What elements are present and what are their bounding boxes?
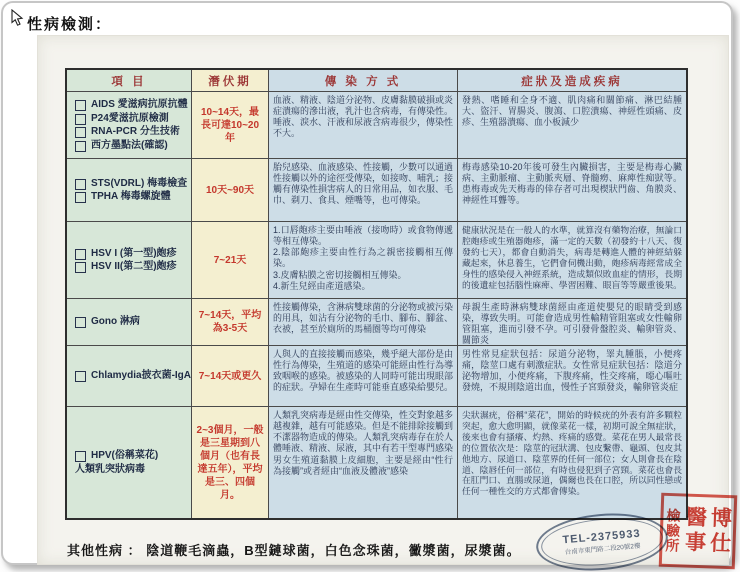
incubation-cell: 2~3個月，一般是三星期到八個月（也有長達五年），平均是三、四個月。 xyxy=(192,407,269,518)
symptoms-cell: 梅毒感染10-20年後可發生內臟損害，主要是梅毒心臟病、主動脈瘤、主動脈夾層、脊髓癆、麻痺性痴獃等。患梅毒或先天梅毒的倖存者可出現楔狀門齒、角膜炎、神經性耳聾等。 xyxy=(458,159,686,222)
test-item-label: 人類乳突狀病毒 xyxy=(75,463,145,475)
test-item-label: HSV I (第一型)皰疹 xyxy=(91,247,177,259)
test-item xyxy=(75,112,187,126)
test-item-label: 西方墨點法(確認) xyxy=(91,139,168,151)
page-card xyxy=(1,1,733,565)
stamp-phone: TEL-2375933 xyxy=(562,527,642,547)
test-item xyxy=(75,177,187,191)
test-item-label: RNA-PCR 分生技術 xyxy=(91,126,180,137)
seal-column-left: 檢驗所 xyxy=(664,507,682,553)
checkbox-icon xyxy=(75,249,86,260)
checkbox-icon xyxy=(75,371,86,382)
transmission-cell: 人類乳突病毒是經由性交傳染，性交對象越多越複雜，越有可能感染。但是不能排除接觸到不潔器物造成的傳染。人類乳突病毒存在於人體唾液、精液、尿液，其中有若干型專門感染男女生殖道黏膜上皮細胞，主要是經由“性行為接觸”或者經由“血液及體液”感染 xyxy=(269,407,458,518)
checkbox-icon xyxy=(75,192,86,203)
symptoms-cell: 健康狀況是在一般人的水準，就算沒有藥物治療，無論口腔皰疹或生殖器皰疹，滿一定的天數（初發約十八天、復發約七天），都會自動消失，病毒是轉進人體的神經結躲藏起來，休息養生，它們會伺機出動，皰疹病毒經常成全身性的感染侵入神經系統，造成類似敗血症的情形，長期的後遺症包括腦性麻痺、學習困難、眼盲等等嚴重後果。 xyxy=(458,222,686,299)
test-item-label: AIDS 愛滋病抗原抗體 xyxy=(91,99,188,110)
test-item xyxy=(75,449,187,463)
transmission-line: 4.新生兒經由產道感染。 xyxy=(273,280,371,291)
checkbox-icon xyxy=(75,114,86,125)
transmission-cell: 血液、精液、陰道分泌物、皮膚黏膜破損或炎症潰瘍的滲出液，乳汁也含病毒，有傳染性。唾液、淚水、汗液和尿液含病毒很少，傳染性不大。 xyxy=(269,92,458,159)
transmission-cell: 人與人的直接接觸而感染，幾乎絕大部份是由性行為傳染，生殖道的感染可能經由性行為導致咽喉的感染。被感染的人同時可能出現眼部的症狀。孕婦在生產時可能垂直感染給嬰兒。 xyxy=(269,346,458,407)
item-cell-hsv xyxy=(67,222,192,299)
item-cell-hpv xyxy=(67,407,192,518)
page-title: 性病檢測： xyxy=(27,16,113,33)
seal-column-right: 博仕 xyxy=(707,506,732,558)
test-item xyxy=(75,98,187,112)
test-item xyxy=(75,315,187,329)
transmission-cell: 胎兒感染、血液感染、性接觸，少數可以通過性接觸以外的途徑受傳染，如接吻、哺乳；接觸有傳染性損害病人的日常用品，如衣服、毛巾、剃刀、食具、煙嘴等，也可傳染。 xyxy=(269,159,458,222)
item-cell-gono xyxy=(67,299,192,346)
header-item: 項 目 xyxy=(67,70,192,92)
test-item-label: P24愛滋抗原檢測 xyxy=(91,112,169,124)
transmission-line: 3.皮膚粘膜之密切接觸相互傳染。 xyxy=(273,269,407,280)
test-item xyxy=(75,247,187,261)
test-item-label: HPV(俗稱菜花) xyxy=(91,450,159,461)
header-transmission: 傳 染 方 式 xyxy=(269,70,458,92)
test-item xyxy=(75,125,187,139)
document-scan xyxy=(37,35,732,565)
test-item xyxy=(75,463,187,477)
transmission-line: 1.口唇皰疹主要由唾液（接吻時）或食物傳遞等相互傳染。 xyxy=(273,225,453,247)
test-item-label: TPHA 梅毒螺旋體 xyxy=(91,191,171,202)
item-cell-syphilis xyxy=(67,159,192,222)
test-item-label: Chlamydia披衣菌-IgA xyxy=(91,370,192,382)
checkbox-icon xyxy=(75,179,86,190)
checkbox-icon xyxy=(75,262,86,273)
mouse-cursor-icon xyxy=(9,9,25,27)
transmission-cell xyxy=(269,222,458,299)
transmission-cell: 性接觸傳染，含淋病雙球菌的分泌物或被污染的用具，如沾有分泌物的毛巾、腳布、腳盆、衣被，甚至於廁所的馬桶圈等均可傳染 xyxy=(269,299,458,346)
checkbox-icon xyxy=(75,127,86,138)
checkbox-icon xyxy=(75,451,86,462)
incubation-cell: 7~14天或更久 xyxy=(192,346,269,407)
red-square-seal xyxy=(659,493,738,570)
test-item-label: STS(VDRL) 梅毒檢查 xyxy=(91,177,188,189)
incubation-cell: 10天~90天 xyxy=(192,159,269,222)
item-cell-chlamydia xyxy=(67,346,192,407)
checkbox-icon xyxy=(75,317,86,328)
symptoms-cell: 男性常見症狀包括：尿道分泌物，睪丸腫脹，小便疼痛，陰莖口處有刺激症狀。女性常見症狀包括：陰道分泌物增加，小便疼痛，下腹疼痛，性交疼痛，噁心嘔吐發燒，不規則陰道出血，慢性子宮頸發炎，輸卵管炎症 xyxy=(458,346,686,407)
test-item xyxy=(75,260,187,274)
transmission-line: 2.陰部皰疹主要由性行為之親密接觸相互傳染。 xyxy=(273,247,453,269)
std-table xyxy=(65,68,688,520)
test-item-label: HSV II(第二型)皰疹 xyxy=(91,261,177,272)
test-item xyxy=(75,139,187,153)
item-cell-aids xyxy=(67,92,192,159)
test-item xyxy=(75,369,192,383)
incubation-cell: 10~14天，最長可達10~20年 xyxy=(192,92,269,159)
header-incubation: 潛伏期 xyxy=(192,70,269,92)
checkbox-icon xyxy=(75,141,86,152)
seal-column-middle: 醫事 xyxy=(682,505,707,557)
header-symptoms: 症狀及造成疾病 xyxy=(458,70,686,92)
incubation-cell: 7~21天 xyxy=(192,222,269,299)
symptoms-cell: 尖狀濕疣，俗稱“菜花”，開始的時候疣的外表有許多顆粒突起，愈大愈明顯，就像菜花一樣，初期可說全無症狀，後來也會有搔癢、灼熱、疼痛的感覺。菜花在男人最常長的位置依次是：陰莖的冠狀溝、包皮繫帶、龜頭、包皮其他地方、尿道口、陰莖界的任何一部位；女人則會長在陰道、陰唇任何一部位，有時也侵犯到子宮頸。菜花也會長在肛門口、直腸或尿道，偶爾也長在口腔，所以同性戀或任何一種性交的方式都會傳染。 xyxy=(458,407,686,518)
test-item-label: Gono 淋病 xyxy=(91,316,140,328)
symptoms-cell: 母親生產時淋病雙球菌經由產道使嬰兒的眼睛受到感染，導致失明。可能會造成男性輸精管阻塞或女性輸卵管阻塞，進而引發不孕。可引發骨盤腔炎、輸卵管炎、關節炎 xyxy=(458,299,686,346)
other-std-note: 其他性病 ： 陰道鞭毛滴蟲，B型鏈球菌，白色念珠菌，黴漿菌，尿漿菌。 xyxy=(67,543,521,558)
symptoms-cell: 發熱、嗜睡和全身不適、肌肉痛和關節痛、淋巴結腫大、盜汗、胃腸炎、腹瀉、口腔潰瘍、神經性頭痛、皮疹、生殖器潰瘍、血小板減少 xyxy=(458,92,686,159)
checkbox-icon xyxy=(75,100,86,111)
incubation-cell: 7~14天，平均為3-5天 xyxy=(192,299,269,346)
test-item xyxy=(75,190,187,204)
stamp-address: 台南市東門路二段20號2樓 xyxy=(564,542,641,557)
